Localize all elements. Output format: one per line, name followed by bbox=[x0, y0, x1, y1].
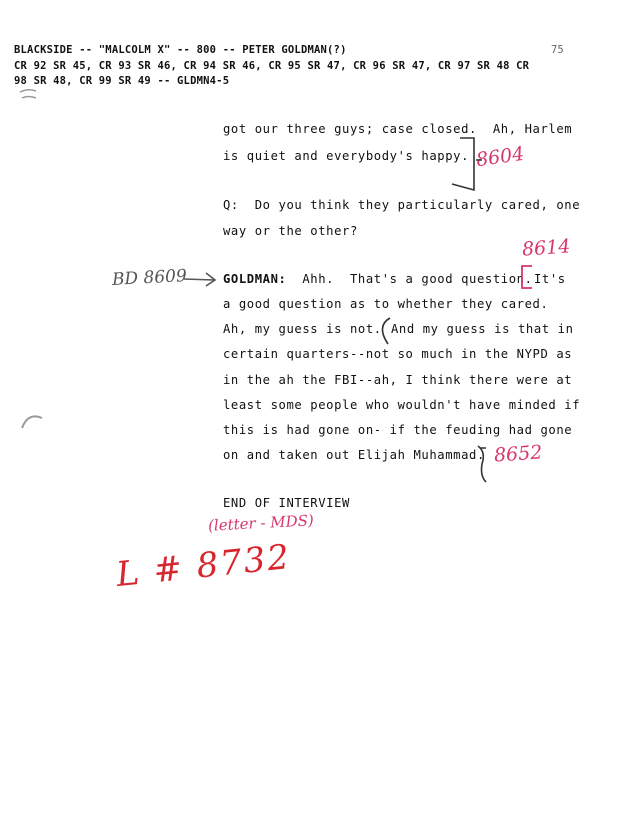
answer-text: Ah, my guess is not. bbox=[223, 322, 382, 336]
header-line-2: CR 92 SR 45, CR 93 SR 46, CR 94 SR 46, CR 95 SR 47, CR 96 SR 47, CR 97 SR 48 CR bbox=[14, 60, 530, 72]
paren-mark bbox=[382, 318, 390, 344]
answer-text: Ahh. That's a good question. bbox=[286, 272, 533, 286]
header-line-1: BLACKSIDE -- "MALCOLM X" -- 800 -- PETER GOLDMAN(?) bbox=[14, 44, 347, 56]
speaker-label: GOLDMAN: bbox=[223, 272, 287, 286]
answer-text: And my guess is that in bbox=[391, 322, 574, 336]
timecode-note: 8604 bbox=[474, 142, 526, 172]
body-line: a good question as to whether they cared. bbox=[223, 297, 549, 311]
end-of-interview: END OF INTERVIEW bbox=[223, 496, 350, 510]
letter-note: (letter - MDS) bbox=[207, 511, 315, 535]
timecode-note: 8652 bbox=[493, 441, 544, 467]
bracket-mark bbox=[478, 446, 486, 482]
bracket-mark bbox=[452, 138, 482, 190]
scan-artifact-left bbox=[22, 416, 42, 428]
page-number: 75 bbox=[551, 44, 564, 56]
scan-artifact-top bbox=[20, 90, 36, 98]
body-line: got our three guys; case closed. Ah, Harlem bbox=[223, 122, 573, 136]
body-line: least some people who wouldn't have minded if bbox=[223, 398, 581, 412]
bracket-mark bbox=[522, 266, 532, 288]
roll-number-note: L # 8732 bbox=[114, 536, 293, 596]
question-line: Q: Do you think they particularly cared, one bbox=[223, 198, 581, 212]
body-line: in the ah the FBI--ah, I think there were at bbox=[223, 373, 573, 387]
bd-mark-note: BD 8609 bbox=[111, 266, 188, 290]
answer-text: It's bbox=[534, 272, 566, 286]
timecode-note: 8614 bbox=[521, 235, 572, 261]
question-line: way or the other? bbox=[223, 224, 358, 238]
body-line: is quiet and everybody's happy. bbox=[223, 149, 470, 163]
header-line-3: 98 SR 48, CR 99 SR 49 -- GLDMN4-5 bbox=[14, 75, 230, 87]
body-line: this is had gone on- if the feuding had gone bbox=[223, 423, 573, 437]
body-line: certain quarters--not so much in the NYPD as bbox=[223, 347, 573, 361]
arrow-mark bbox=[184, 273, 215, 286]
body-line: on and taken out Elijah Muhammad. bbox=[223, 448, 485, 462]
